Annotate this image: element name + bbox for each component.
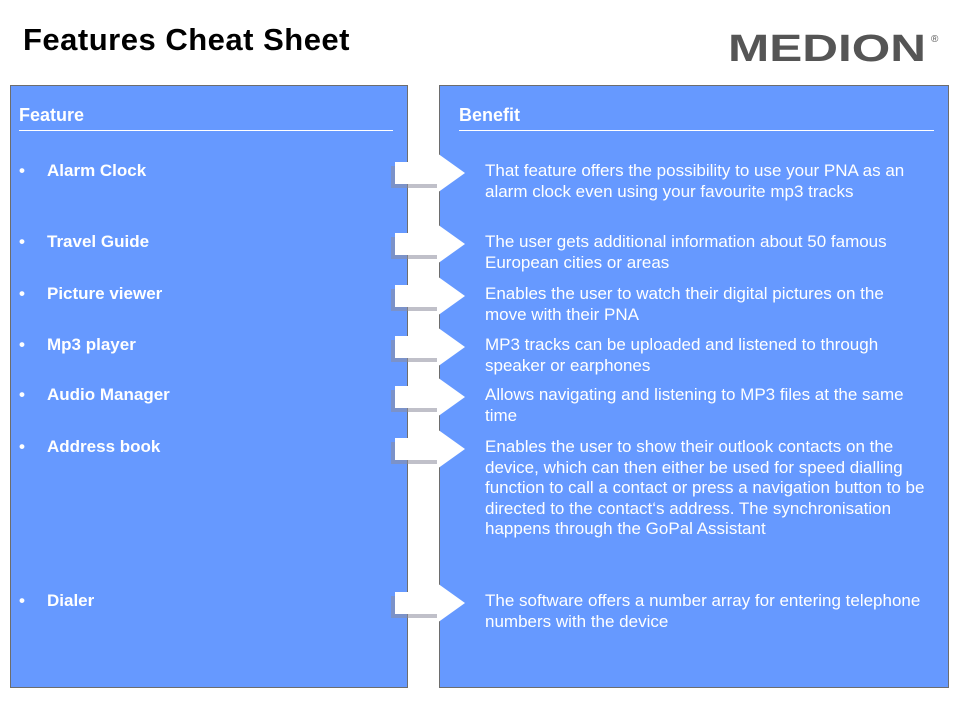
feature-item <box>19 385 170 405</box>
benefit-panel <box>439 85 949 688</box>
feature-item <box>19 437 160 457</box>
bullet: • <box>19 437 25 456</box>
benefit-text: The user gets additional information about 50 famous European cities or areas <box>485 232 887 272</box>
feature-label: Address book <box>47 437 161 456</box>
medion-logo <box>728 28 943 68</box>
feature-label: Travel Guide <box>47 232 150 251</box>
feature-item <box>19 335 136 355</box>
right-arrow-icon <box>391 326 467 374</box>
page-title: Features Cheat Sheet <box>23 22 350 57</box>
bullet: • <box>19 232 25 251</box>
feature-label: Dialer <box>47 591 95 610</box>
right-arrow-icon <box>391 376 467 424</box>
feature-label: Alarm Clock <box>47 161 147 180</box>
feature-label: Mp3 player <box>47 335 136 354</box>
feature-panel <box>10 85 408 688</box>
bullet: • <box>19 335 25 354</box>
benefit-column-header: Benefit <box>459 104 934 131</box>
benefit-text: The software offers a number array for entering telephone numbers with the device <box>485 591 921 631</box>
feature-item <box>19 161 146 181</box>
logo-wordmark: MEDION <box>728 28 926 68</box>
right-arrow-icon <box>391 582 467 630</box>
bullet: • <box>19 161 25 180</box>
bullet: • <box>19 591 25 610</box>
right-arrow-icon <box>391 428 467 476</box>
right-arrow-icon <box>391 152 467 200</box>
benefit-text: Enables the user to show their outlook contacts on the device, which can then either be used for speed dialling function to call a contact or press a navigation button to be directed to the contact‘s address. The synchronisation happens through the GoPal Assistant <box>485 437 925 539</box>
benefit-text: Allows navigating and listening to MP3 files at the same time <box>485 385 904 425</box>
logo-registered-mark: ® <box>931 34 939 45</box>
benefit-text: Enables the user to watch their digital pictures on the move with their PNA <box>485 284 884 324</box>
benefit-text: MP3 tracks can be uploaded and listened to through speaker or earphones <box>485 335 879 375</box>
feature-item <box>19 232 149 252</box>
feature-column-header: Feature <box>19 104 393 131</box>
bullet: • <box>19 385 25 404</box>
right-arrow-icon <box>391 275 467 323</box>
benefit-text: That feature offers the possibility to use your PNA as an alarm clock even using your favourite mp3 tracks <box>485 161 905 201</box>
feature-label: Audio Manager <box>47 385 170 404</box>
bullet: • <box>19 284 25 303</box>
feature-item <box>19 591 94 611</box>
feature-item <box>19 284 162 304</box>
feature-label: Picture viewer <box>47 284 163 303</box>
right-arrow-icon <box>391 223 467 271</box>
